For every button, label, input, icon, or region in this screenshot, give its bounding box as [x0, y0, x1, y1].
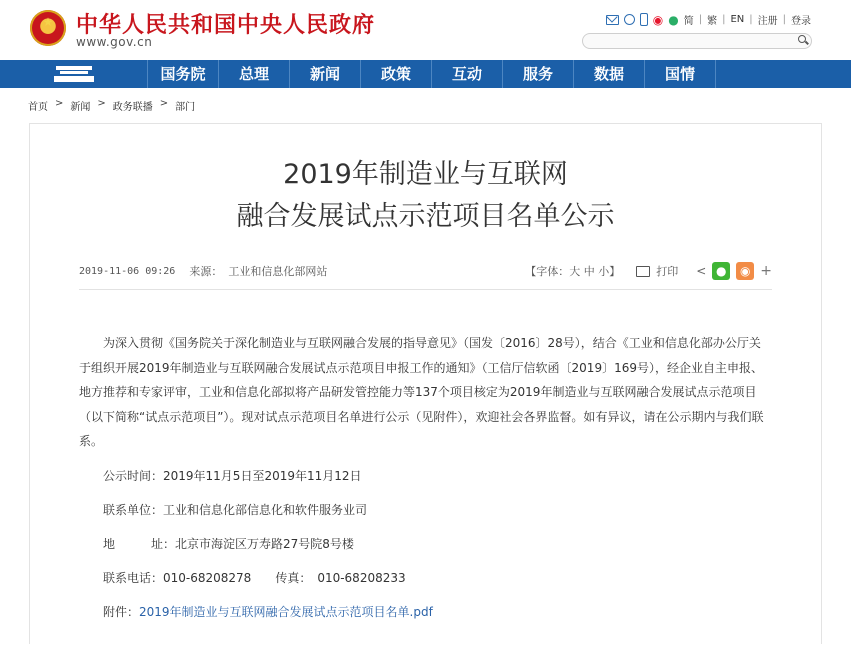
- divider: |: [782, 14, 786, 25]
- address-row: [79, 532, 772, 556]
- wechat-icon[interactable]: ●: [668, 12, 679, 27]
- search-icon[interactable]: [798, 35, 806, 43]
- nav-item-news[interactable]: 新闻: [290, 60, 361, 88]
- nav-item-interaction[interactable]: 互动: [432, 60, 503, 88]
- nav-item-state-council[interactable]: 国务院: [148, 60, 219, 88]
- link-simplified[interactable]: 简: [683, 16, 694, 27]
- print-button[interactable]: 打印: [656, 265, 679, 278]
- source-name: 工业和信息化部网站: [228, 265, 328, 278]
- printer-icon[interactable]: [636, 266, 650, 277]
- article-panel: [29, 123, 822, 644]
- weibo-icon[interactable]: ◉: [652, 12, 664, 27]
- nav-item-policy[interactable]: 政策: [361, 60, 432, 88]
- breadcrumb-news[interactable]: 新闻: [70, 102, 91, 113]
- divider: [79, 289, 772, 290]
- breadcrumb-gov-news[interactable]: 政务联播: [112, 102, 153, 113]
- wechat-share-icon[interactable]: ●: [712, 262, 730, 280]
- article-body: [79, 331, 772, 624]
- divider: |: [749, 14, 753, 25]
- notice-period: 公示时间：2019年11月5日至2019年11月12日: [103, 468, 362, 483]
- weibo-share-icon[interactable]: ◉: [736, 262, 754, 280]
- site-title[interactable]: 中华人民共和国中央人民政府: [76, 13, 376, 38]
- link-english[interactable]: EN: [730, 14, 745, 25]
- article-title-line2: 融合发展试点示范项目名单公示: [236, 201, 615, 232]
- divider: |: [698, 14, 703, 25]
- breadcrumb-home[interactable]: 首页: [28, 102, 48, 113]
- breadcrumb: [28, 98, 195, 113]
- search-input[interactable]: [582, 33, 812, 49]
- divider: |: [722, 14, 726, 25]
- article-paragraph: 为深入贯彻《国务院关于深化制造业与互联网融合发展的指导意见》（国发〔2016〕28号），结合《工业和信息化部办公厅关于组织开展2019年制造业与互联网融合发展试点示范项目申报工作的通知》（工信厅信软函〔2019〕169号），经企业自主申报、地方推荐和专家评审，工业和信息化部拟将产品研发管控能力等137个项目核定为2019年制造业与互联网融合发展试点示范项目（以下简称“试点示范项目”）。现对试点示范项目名单进行公示（见附件），欢迎社会各界监督。如有异议，请在公示期内与我们联系。: [79, 336, 764, 448]
- top-links: [606, 12, 811, 27]
- site-url: www.gov.cn: [76, 35, 153, 49]
- chevron-right-icon: >: [97, 98, 106, 109]
- article-title: [30, 154, 821, 238]
- publish-date: 2019-11-06 09:26: [79, 265, 176, 277]
- attachment-row: [79, 600, 772, 624]
- nav-item-national-info[interactable]: 国情: [645, 60, 716, 88]
- chevron-right-icon: >: [159, 98, 169, 109]
- site-header: [0, 0, 851, 60]
- link-register[interactable]: 注册: [757, 16, 778, 27]
- address-label: 地 址：: [103, 536, 176, 551]
- attachment-label: 附件：: [103, 604, 140, 619]
- tiananmen-icon: [54, 66, 94, 82]
- link-traditional[interactable]: 繁: [707, 16, 718, 27]
- article-meta: [79, 260, 772, 282]
- mail-icon[interactable]: [606, 15, 619, 25]
- address-value: 北京市海淀区万寿路27号院8号楼: [175, 536, 354, 551]
- nav-item-services[interactable]: 服务: [503, 60, 574, 88]
- nav-item-data[interactable]: 数据: [574, 60, 645, 88]
- share-icon[interactable]: <: [696, 264, 707, 278]
- chevron-right-icon: >: [55, 98, 64, 109]
- contact-phone: 联系电话：010-68208278 传真： 010-68208233: [103, 570, 406, 585]
- message-icon[interactable]: [624, 14, 635, 25]
- link-login[interactable]: 登录: [791, 16, 811, 27]
- national-emblem-icon[interactable]: ★: [30, 10, 66, 46]
- mobile-icon[interactable]: [640, 13, 648, 26]
- font-size-control[interactable]: 【字体：大 中 小】: [525, 265, 621, 278]
- breadcrumb-departments[interactable]: 部门: [175, 102, 196, 113]
- more-share-button[interactable]: +: [760, 263, 772, 279]
- main-nav: [0, 60, 851, 88]
- contact-unit: 联系单位：工业和信息化部信息化和软件服务业司: [103, 502, 368, 517]
- nav-home-logo[interactable]: [0, 60, 147, 88]
- attachment-link[interactable]: 2019年制造业与互联网融合发展试点示范项目名单.pdf: [139, 604, 433, 619]
- article-title-line1: 2019年制造业与互联网: [283, 159, 568, 190]
- nav-item-premier[interactable]: 总理: [219, 60, 290, 88]
- source-label: 来源：: [189, 265, 223, 278]
